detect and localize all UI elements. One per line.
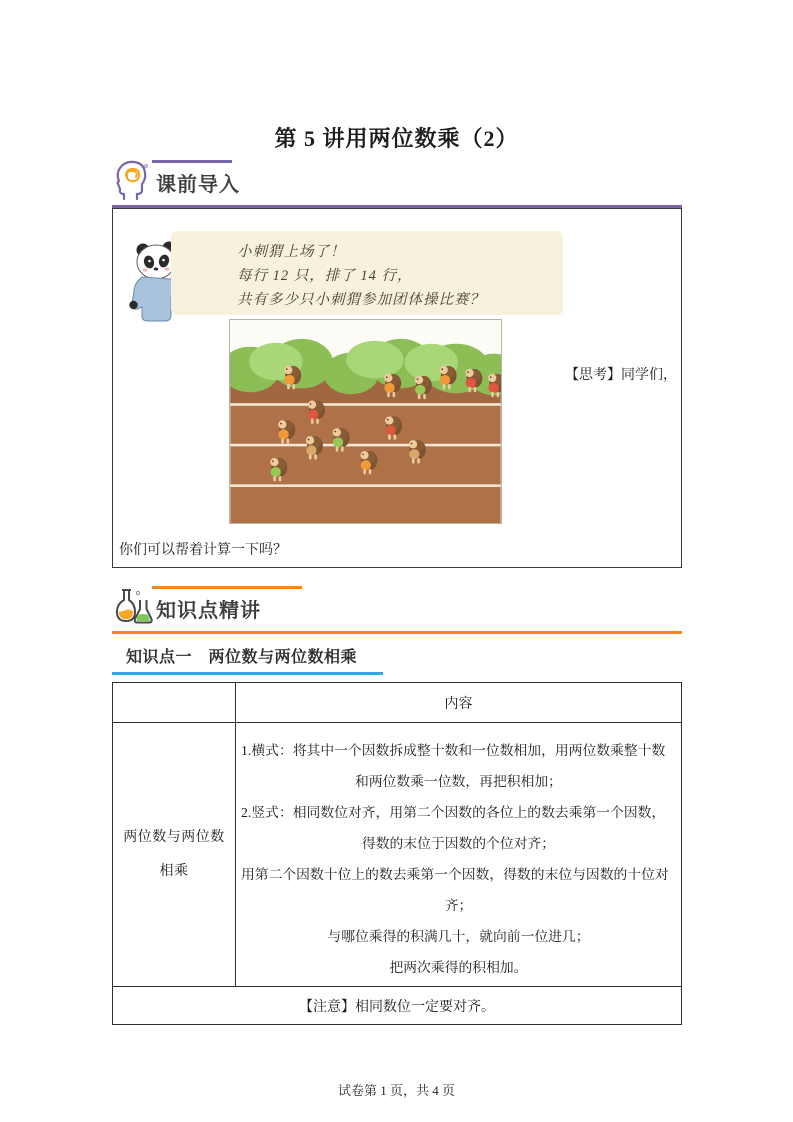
thinking-head-icon (114, 158, 150, 207)
intro-box (112, 208, 682, 568)
think-note: 【思考】同学们， (565, 368, 677, 383)
table-content-line: 与哪位乘得的积满几十，就向前一位进几； (327, 929, 590, 944)
table-note: 【注意】相同数位一定要对齐。 (113, 987, 682, 1025)
table-content-line: 得数的末位于因数的个位对齐； (361, 836, 556, 851)
table-content-cell (236, 723, 682, 987)
table-column-header: 内容 (236, 683, 682, 723)
table-content-line: 用第二个因数十位上的数去乘第一个因数，得数的末位与因数的十位对 (241, 867, 669, 882)
table-content-line: 2.竖式：相同数位对齐，用第二个因数的各位上的数去乘第一个因数， (241, 805, 666, 820)
bubble-line: 小刺猬上场了！ (237, 244, 346, 260)
section-header-knowledge (112, 584, 682, 634)
table-row-label: 两位数与两位数相乘 (113, 723, 236, 987)
table-content-line: 1.横式：将其中一个因数拆成整十数和一位数相加，用两位数乘整十数 (241, 743, 666, 758)
header-accent-line (152, 586, 302, 589)
page-footer: 试卷第 1 页，共 4 页 (337, 1083, 455, 1098)
knowledge-table (112, 682, 682, 1025)
knowledge-point-title: 知识点一 两位数与两位数相乘 (126, 649, 358, 666)
table-content-line: 把两次乘得的积相加。 (389, 960, 528, 975)
header-underline (112, 631, 682, 634)
speech-bubble (171, 231, 563, 315)
bubble-line: 每行 12 只，排了 14 行， (237, 268, 413, 284)
bubble-line: 共有多少只小刺猬参加团体操比赛？ (237, 292, 485, 308)
intro-question: 你们可以帮着计算一下吗？ (119, 543, 287, 558)
hedgehog-illustration (229, 319, 502, 524)
header-accent-line (152, 160, 232, 163)
table-content-line: 和两位数乘一位数，再把积相加； (355, 774, 562, 789)
table-content-line: 齐； (444, 898, 473, 913)
table-corner-cell (113, 683, 236, 723)
section-header-intro (112, 158, 682, 208)
knowledge-point-subheader (112, 644, 682, 675)
flask-icon (114, 584, 154, 633)
section-title: 课前导入 (156, 174, 240, 196)
section-title: 知识点精讲 (156, 600, 261, 622)
subheader-underline (112, 672, 383, 675)
page-title: 第 5 讲用两位数乘（2） (274, 126, 519, 151)
